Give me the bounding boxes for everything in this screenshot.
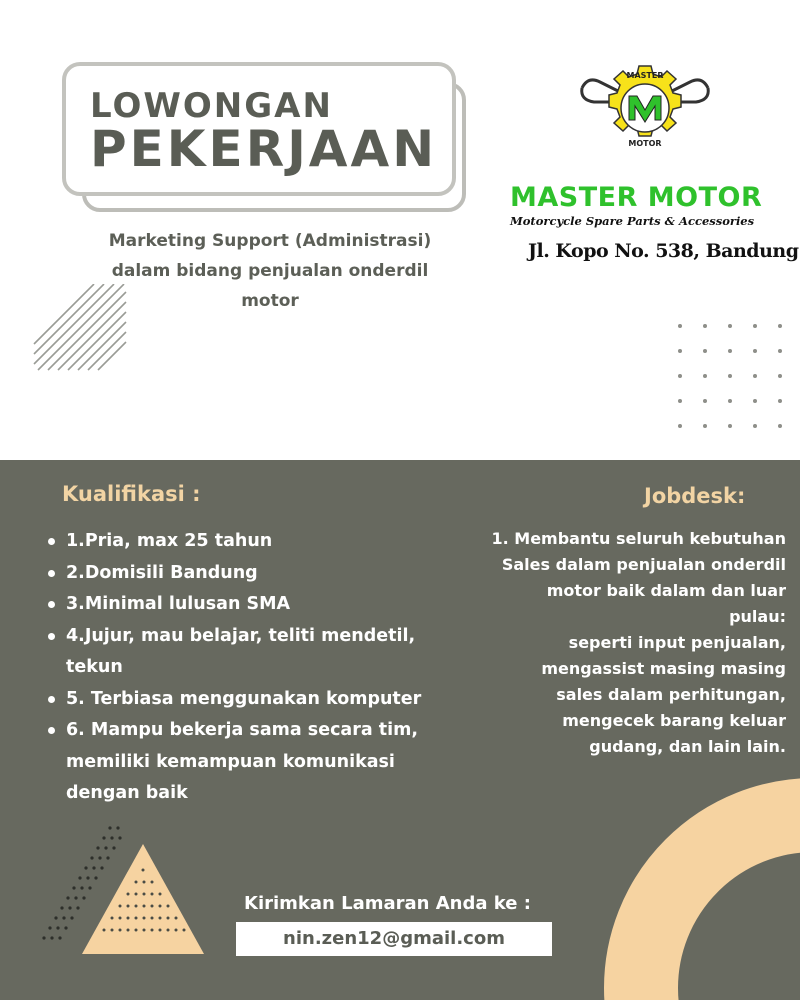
jobdesk-line: pulau: bbox=[729, 607, 786, 626]
company-name: MASTER MOTOR bbox=[510, 182, 763, 213]
jobdesk-line: seperti input penjualan, bbox=[568, 633, 786, 652]
company-tagline: Motorcycle Spare Parts & Accessories bbox=[510, 214, 755, 228]
company-address: Jl. Kopo No. 538, Bandung bbox=[528, 240, 799, 262]
dot-grid-decoration bbox=[676, 322, 786, 432]
title-lowongan: LOWONGAN bbox=[90, 86, 333, 126]
list-item: 6. Mampu bekerja sama secara tim, memiliki kemampuan komunikasi dengan baik bbox=[48, 715, 468, 810]
jobdesk-line: 1. Membantu seluruh kebutuhan bbox=[491, 529, 786, 548]
list-item: 3.Minimal lulusan SMA bbox=[48, 589, 468, 621]
subtitle-line: Marketing Support (Administrasi) bbox=[108, 231, 432, 251]
list-item: 4.Jujur, mau belajar, teliti mendetil, tekun bbox=[48, 621, 468, 684]
jobdesk-text bbox=[466, 526, 786, 760]
position-subtitle bbox=[80, 226, 460, 316]
logo-text-bottom: MOTOR bbox=[628, 139, 662, 148]
jobdesk-line: mengassist masing masing bbox=[541, 659, 786, 678]
list-item: 5. Terbiasa menggunakan komputer bbox=[48, 684, 468, 716]
subtitle-line: motor bbox=[241, 291, 299, 311]
apply-email: nin.zen12@gmail.com bbox=[236, 922, 552, 956]
master-motor-logo-icon bbox=[578, 62, 712, 154]
title-pekerjaan: PEKERJAAN bbox=[90, 120, 438, 178]
jobdesk-line: motor baik dalam dan luar bbox=[546, 581, 786, 600]
subtitle-line: dalam bidang penjualan onderdil bbox=[111, 261, 429, 281]
logo-text-top: MASTER bbox=[626, 71, 664, 80]
diagonal-hatch-decoration bbox=[30, 284, 130, 374]
jobdesk-line: Sales dalam penjualan onderdil bbox=[501, 555, 786, 574]
jobdesk-line: sales dalam perhitungan, bbox=[556, 685, 786, 704]
jobdesk-line: mengecek barang keluar bbox=[562, 711, 786, 730]
list-item: 2.Domisili Bandung bbox=[48, 558, 468, 590]
qualifications-heading: Kualifikasi : bbox=[62, 482, 201, 506]
jobdesk-line: gudang, dan lain lain. bbox=[589, 737, 786, 756]
triangle-decoration bbox=[78, 840, 208, 960]
jobdesk-heading: Jobdesk: bbox=[644, 484, 746, 508]
apply-label: Kirimkan Lamaran Anda ke : bbox=[244, 893, 531, 914]
qualifications-list bbox=[48, 526, 468, 810]
list-item: 1.Pria, max 25 tahun bbox=[48, 526, 468, 558]
